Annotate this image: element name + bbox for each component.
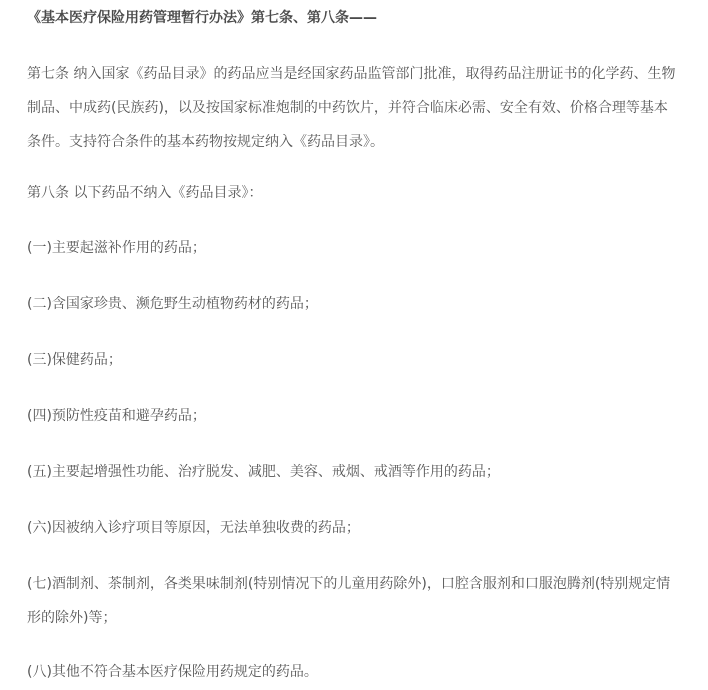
document-title: 《基本医疗保险用药管理暂行办法》第七条、第八条——: [27, 10, 377, 26]
exclusion-item-1: (一)主要起滋补作用的药品；: [27, 240, 206, 256]
exclusion-item-6: (六)因被纳入诊疗项目等原因，无法单独收费的药品；: [27, 520, 360, 536]
exclusion-item-8: (八)其他不符合基本医疗保险用药规定的药品。: [27, 664, 318, 680]
exclusion-item-2: (二)含国家珍贵、濒危野生动植物药材的药品；: [27, 296, 318, 312]
exclusion-item-3: (三)保健药品；: [27, 352, 122, 368]
exclusion-item-4: (四)预防性疫苗和避孕药品；: [27, 408, 206, 424]
article-8-intro: 第八条 以下药品不纳入《药品目录》：: [27, 185, 263, 201]
exclusion-item-5: (五)主要起增强性功能、治疗脱发、减肥、美容、戒烟、戒酒等作用的药品；: [27, 464, 500, 480]
article-7-paragraph: 第七条 纳入国家《药品目录》的药品应当是经国家药品监管部门批准，取得药品注册证书的化学药、生物制品、中成药(民族药)，以及按国家标准炮制的中药饮片，并符合临床必需、安全有效、价格合理等基本条件。支持符合条件的基本药物按规定纳入《药品目录》。: [27, 66, 676, 150]
exclusion-item-7: (七)酒制剂、茶制剂，各类果味制剂(特别情况下的儿童用药除外)，口腔含服剂和口服泡腾剂(特别规定情形的除外)等；: [27, 576, 671, 626]
